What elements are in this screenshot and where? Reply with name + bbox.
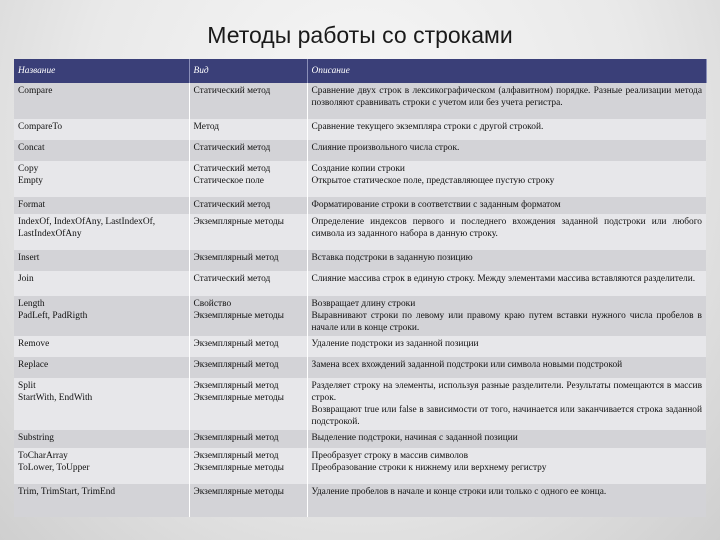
method-name-cell: [14, 214, 189, 250]
table-row: [14, 430, 706, 448]
method-name: Format: [18, 200, 46, 210]
method-name: Split: [18, 381, 36, 391]
method-name: Join: [18, 274, 34, 284]
method-description: Форматирование строки в соответствии с заданным форматом: [311, 200, 561, 210]
table-row: [14, 378, 706, 430]
method-name-cell: [14, 484, 189, 517]
method-description: Слияние произвольного числа строк.: [311, 143, 460, 153]
method-kind-cell: [189, 161, 307, 197]
table-row: [14, 250, 706, 271]
method-name: CompareTo: [18, 122, 63, 132]
method-kind: Статический метод: [193, 86, 271, 96]
method-description: Вставка подстроки в заданную позицию: [311, 253, 473, 263]
method-name: Remove: [18, 339, 50, 349]
method-description: Возвращают true или false в зависимости от того, начинается или заканчивается строка заданной подстрокой.: [311, 405, 702, 427]
method-name-cell: [14, 161, 189, 197]
method-name-cell: [14, 336, 189, 357]
method-kind-cell: [189, 140, 307, 161]
method-name: Concat: [18, 143, 45, 153]
method-kind: Экземплярные методы: [193, 393, 284, 403]
method-name: ToCharArray: [18, 451, 68, 461]
method-description-cell: [307, 214, 706, 250]
header-kind: Вид: [189, 59, 307, 83]
method-description-cell: [307, 484, 706, 517]
method-kind-cell: [189, 83, 307, 119]
method-kind-cell: [189, 336, 307, 357]
method-description: Выравнивают строки по левому или правому краю путем вставки нужного числа пробелов в начале или в конце строки.: [311, 311, 702, 333]
method-kind-cell: [189, 378, 307, 430]
method-description-cell: [307, 448, 706, 484]
method-name-cell: [14, 250, 189, 271]
method-kind-cell: [189, 484, 307, 517]
method-description-cell: [307, 357, 706, 378]
method-description: Преобразует строку в массив символов: [311, 451, 469, 461]
method-kind: Экземплярный метод: [193, 360, 279, 370]
method-kind-cell: [189, 296, 307, 336]
method-kind-cell: [189, 250, 307, 271]
method-description: Разделяет строку на элементы, используя разные разделители. Результаты помещаются в массив строк.: [311, 381, 702, 403]
method-kind-cell: [189, 119, 307, 140]
method-description: Возвращает длину строки: [311, 299, 416, 309]
method-description: Определение индексов первого и последнего вхождения заданной подстроки или любого символа из заданного набора в данную строку.: [311, 217, 702, 239]
method-description-cell: [307, 336, 706, 357]
method-kind: Экземплярные методы: [193, 463, 284, 473]
method-description-cell: [307, 83, 706, 119]
method-description-cell: [307, 296, 706, 336]
table-row: [14, 448, 706, 484]
slide-title: Методы работы со строками: [207, 22, 513, 48]
method-name: Copy: [18, 164, 39, 174]
method-kind: Экземплярный метод: [193, 253, 279, 263]
method-name: Substring: [18, 433, 54, 443]
table-row: [14, 119, 706, 140]
method-kind: Экземплярные методы: [193, 311, 284, 321]
method-name: Length: [18, 299, 45, 309]
table-row: [14, 161, 706, 197]
table-row: [14, 197, 706, 214]
table-row: [14, 271, 706, 296]
method-name-cell: [14, 271, 189, 296]
method-kind: Статический метод: [193, 200, 271, 210]
method-kind: Экземплярный метод: [193, 451, 279, 461]
method-kind-cell: [189, 214, 307, 250]
method-kind: Свойство: [193, 299, 232, 309]
table-row: [14, 140, 706, 161]
method-description: Слияние массива строк в единую строку. Между элементами массива вставляются разделители.: [311, 274, 696, 284]
method-name-cell: [14, 119, 189, 140]
method-name: IndexOf, IndexOfAny, LastIndexOf, LastIndexOfAny: [18, 217, 156, 239]
method-name-cell: [14, 197, 189, 214]
method-kind-cell: [189, 271, 307, 296]
method-name-cell: [14, 140, 189, 161]
method-kind-cell: [189, 430, 307, 448]
method-name: Empty: [18, 176, 43, 186]
method-kind-cell: [189, 357, 307, 378]
method-kind: Статический метод: [193, 143, 271, 153]
method-description: Удаление подстроки из заданной позиции: [311, 339, 479, 349]
table-row: [14, 83, 706, 119]
method-name-cell: [14, 296, 189, 336]
method-name-cell: [14, 357, 189, 378]
header-description: Описание: [307, 59, 706, 83]
method-name: StartWith, EndWith: [18, 393, 93, 403]
method-kind: Экземплярный метод: [193, 433, 279, 443]
method-description-cell: [307, 161, 706, 197]
method-kind: Экземплярные методы: [193, 487, 284, 497]
method-name: Compare: [18, 86, 53, 96]
method-name-cell: [14, 430, 189, 448]
method-kind: Экземплярный метод: [193, 381, 279, 391]
method-description-cell: [307, 140, 706, 161]
method-kind: Экземплярный метод: [193, 339, 279, 349]
table-row: [14, 296, 706, 336]
method-description: Замена всех вхождений заданной подстроки или символа новыми подстрокой: [311, 360, 623, 370]
string-methods-table: [14, 59, 707, 517]
method-name: Replace: [18, 360, 49, 370]
method-name-cell: [14, 83, 189, 119]
method-kind: Метод: [193, 122, 220, 132]
method-description-cell: [307, 250, 706, 271]
method-description: Открытое статическое поле, представляющее пустую строку: [311, 176, 555, 186]
method-kind: Статический метод: [193, 164, 271, 174]
method-name: PadLeft, PadRigth: [18, 311, 88, 321]
table-row: [14, 357, 706, 378]
method-kind-cell: [189, 448, 307, 484]
method-description-cell: [307, 378, 706, 430]
method-name-cell: [14, 448, 189, 484]
table-row: [14, 336, 706, 357]
method-name: Insert: [18, 253, 40, 263]
method-description: Создание копии строки: [311, 164, 405, 174]
method-description: Выделение подстроки, начиная с заданной позиции: [311, 433, 518, 443]
method-name-cell: [14, 378, 189, 430]
method-name: ToLower, ToUpper: [18, 463, 90, 473]
method-kind: Статическое поле: [193, 176, 264, 186]
method-name: Trim, TrimStart, TrimEnd: [18, 487, 116, 497]
method-description-cell: [307, 430, 706, 448]
table-row: [14, 214, 706, 250]
method-description: Сравнение двух строк в лексикографическом (алфавитном) порядке. Разные реализации метода позволяют сравнивать строки с учетом или без учета регистра.: [311, 86, 702, 108]
method-description-cell: [307, 197, 706, 214]
header-name: Название: [14, 59, 189, 83]
method-kind: Статический метод: [193, 274, 271, 284]
method-description-cell: [307, 119, 706, 140]
table-row: [14, 484, 706, 517]
table-header-row: [14, 59, 706, 83]
method-kind-cell: [189, 197, 307, 214]
method-description-cell: [307, 271, 706, 296]
method-description: Удаление пробелов в начале и конце строки или только с одного ее конца.: [311, 487, 607, 497]
method-description: Преобразование строки к нижнему или верхнему регистру: [311, 463, 547, 473]
method-kind: Экземплярные методы: [193, 217, 284, 227]
method-description: Сравнение текущего экземпляра строки с другой строкой.: [311, 122, 544, 132]
